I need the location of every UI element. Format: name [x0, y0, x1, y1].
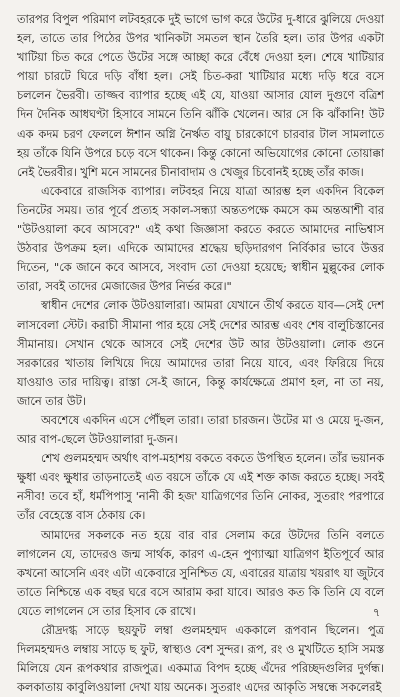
paragraph: তারপর বিপুল পরিমাণ লটবহরকে দুই ভাগে ভাগ করে উটের দু-ধারে ঝুলিয়ে দেওয়া হল, তাতে তার পিঠের উপর খানিকটা সমতল স্থান তৈরি হল। তার উপর একটা খাটিয়া চিত করে পেতে উটের সঙ্গে আচ্ছা করে বেঁধে দেওয়া হল। শেষে খাটিয়ার পায়া চারটে ঘিরে দড়ি বাঁধা হল। সেই চিত-করা খাটিয়ার মধ্যে দড়ি ধরে বসে চললেন ভৈরবী। তাজ্জব ব্যাপার হচ্ছে এই যে, যাওয়া আসার যোল দুগুণে বত্রিশ দিন দৈনিক আধঘণ্টা হিসাবে সামনে তিনি ঝাঁকি খেলেন। আর সে কি ঝাঁকানি! উট এক কদম চরণ ফেললে ঈশান অগ্নি নৈর্ঋত বায়ু চারকোণে চারবার টাল সামলাতে হয় তাঁকে যিনি উপরে চড়ে বসে থাকেন। কিন্তু কোনো অভিযোগের কোনো তোয়াক্কা নেই ভৈরবীর। খুশি মনে সামনের চীনাবাদাম ও খেজুর চিবোনই হচ্ছে তাঁর কাজ। [17, 13, 384, 179]
paragraph: অবশেষে একদিন এসে পৌঁছল তারা। তারা চারজন। উটের মা ও মেয়ে দু-জন, আর বাপ-ছেলে উটওয়ালারা দু-জন। [17, 413, 384, 447]
paragraph: স্বাধীন দেশের লোক উটওয়ালারা। আমরা যেখানে তীর্থ করতে যাব—সেই দেশ লাসবেলা স্টেট। করাচী সীমানা পার হয়ে সেই দেশের আরম্ভ এবং শেষ বালুচিস্তানের সীমানায়। সেখান থেকে আসবে সেই দেশের উট আর উটওয়ালা। লোক গুনে সরকারের খাতায় লিখিয়ে দিয়ে আমাদের তারা নিয়ে যাবে, এবং ফিরিয়ে দিয়ে যাওয়াও তার দায়িত্ব। রাস্তা সে-ই জানে, কিন্তু কার্যক্ষেত্রে প্রমাণ হল, না তা নয়, জানে তার উট। [17, 299, 384, 408]
paragraph: একেবারে রাজসিক ব্যাপার। লটবহর নিয়ে যাত্রা আরম্ভ হল একদিন বিকেল তিনটের সময়। তার পূর্বে প্রত্যহ সকাল-সন্ধ্যা অন্ততপক্ষে কমসে কম অন্তআশী বার "উটওয়ালা কবে আসবে?" এই কথা জিজ্ঞাসা করতে করতে আমাদের নাভিশ্বাস উঠবার উপক্রম হল। এদিকে আমাদের শ্রদ্ধেয় ছড়িদারগণ নির্বিকার ভাবে উত্তর দিতেন, "কে জানে কবে আসবে, সংবাদ তো দেওয়া হয়েছে; স্বাধীন মুল্লুকের লোক তারা, সবই তাদের মেজাজের উপর নির্ভর করে।" [17, 184, 384, 294]
page-number: ৭ [372, 606, 380, 619]
text-body [17, 10, 384, 697]
paragraph: আমাদের সকলকে নত হয়ে বার বার সেলাম করে উটদের তিনি বলতে লাগলেন যে, তাদেরও জন্ম সার্থক, কারণ এ-হেন পুণ্যাত্মা যাত্রিগণ ইতিপূর্বে আর কখনো আসেনি এবং এটা একেবারে সুনিশ্চিত যে, এবারের যাত্রায় খয়রাৎ যা জুটবে তাতে নিশ্চিন্তে এক বছর ঘরে বসে আরাম করা যাবে। আরও কত কি তিনি যে বলে যেতে লাগলেন সে তার হিসাব কে রাখে। [17, 528, 384, 618]
paragraph: রৌদ্রদগ্ধ সাড়ে ছয়ফুট লম্বা গুলমহম্মদ এককালে রূপবান ছিলেন। পুত্র দিলমহম্মদও লম্বায় সাড়ে ছ ফুট, স্বাস্থ্যও বেশ সুন্দর। রূপ, রং ও মুখটিতে হাসি সমস্ত মিলিয়ে যেন রূপকথার রাজপুত্র। একমাত্র বিপদ হচ্ছে এঁদের পরিচ্ছদগুলির দুর্গন্ধ। কলকাতায় কাবুলিওয়ালা দেখা যায় অনেক। সুতরাং এদের আকৃতি সম্বন্ধে সকলেরই [17, 624, 384, 695]
paragraph: শেখ গুলমহম্মদ অর্থাৎ বাপ-মহাশয় বকতে বকতে উপস্থিত হলেন। তাঁর ভয়ানক ক্ষুধা এবং ক্ষুধার তাড়নাতেই এত বয়সে তাঁকে যে এই শক্ত কাজ করতে হচ্ছে। সবই নসীব! তবে হাঁ, ধর্মপিপাসু 'নানী কী হজ' যাত্রিগণের তিনি নোকর, সুতরাং পরপারে তাঁর বেহেস্তে বাস ঠেকায় কে। [17, 452, 384, 523]
